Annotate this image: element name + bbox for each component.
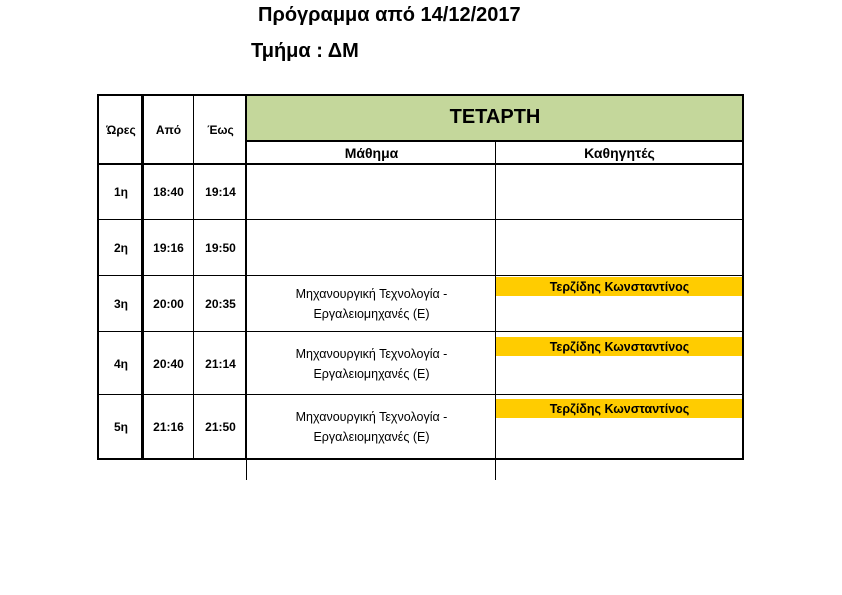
row-hour: 3η [113, 297, 128, 311]
day-header: ΤΕΤΑΡΤΗ [247, 95, 743, 140]
class-subtitle: Τμήμα : ΔΜ [251, 40, 359, 62]
row-from: 20:00 [153, 297, 184, 311]
grid-line [742, 94, 744, 460]
header-teachers: Καθηγητές [584, 144, 655, 161]
grid-line [98, 331, 743, 332]
grid-line [141, 94, 144, 460]
row-hour: 4η [113, 356, 128, 371]
grid-line [246, 460, 247, 480]
grid-line [245, 94, 247, 460]
grid-line [98, 219, 743, 220]
row-from: 18:40 [153, 185, 184, 199]
row-teacher: Τερζίδης Κωνσταντίνος [496, 337, 743, 356]
row-from: 19:16 [153, 241, 184, 255]
grid-line [495, 460, 496, 480]
subject-line: Εργαλειομηχανές (Ε) [313, 307, 430, 321]
row-to: 20:35 [205, 297, 236, 311]
grid-line [98, 394, 743, 395]
grid-line [193, 94, 194, 460]
row-to: 19:50 [205, 241, 236, 255]
header-hours: Ώρες [106, 122, 136, 137]
row-subject [247, 332, 496, 395]
grid-line [97, 163, 744, 165]
row-to: 19:14 [205, 185, 236, 199]
subject-line: Εργαλειομηχανές (Ε) [313, 430, 430, 444]
header-subject: Μάθημα [344, 144, 399, 161]
row-subject [247, 395, 496, 459]
row-to: 21:14 [205, 356, 236, 371]
grid-line [97, 94, 744, 96]
grid-line [97, 94, 99, 460]
subject-line: Μηχανουργική Τεχνολογία - [295, 287, 448, 301]
grid-line [98, 275, 743, 276]
row-hour: 2η [113, 241, 128, 255]
subject-line: Μηχανουργική Τεχνολογία - [295, 346, 448, 361]
row-from: 20:40 [153, 356, 184, 371]
grid-line [97, 458, 744, 460]
row-hour: 1η [113, 185, 128, 199]
row-from: 21:16 [153, 420, 184, 434]
header-from: Από [155, 122, 182, 137]
page-title: Πρόγραμμα από 14/12/2017 [258, 4, 521, 26]
subject-line: Μηχανουργική Τεχνολογία - [295, 410, 448, 424]
row-hour: 5η [113, 420, 128, 434]
header-to: Έως [207, 122, 234, 137]
row-subject [247, 276, 496, 332]
row-teacher: Τερζίδης Κωνσταντίνος [496, 277, 743, 296]
row-to: 21:50 [205, 420, 236, 434]
row-teacher: Τερζίδης Κωνσταντίνος [496, 399, 743, 418]
subject-line: Εργαλειομηχανές (Ε) [313, 366, 430, 381]
grid-line [495, 141, 496, 460]
